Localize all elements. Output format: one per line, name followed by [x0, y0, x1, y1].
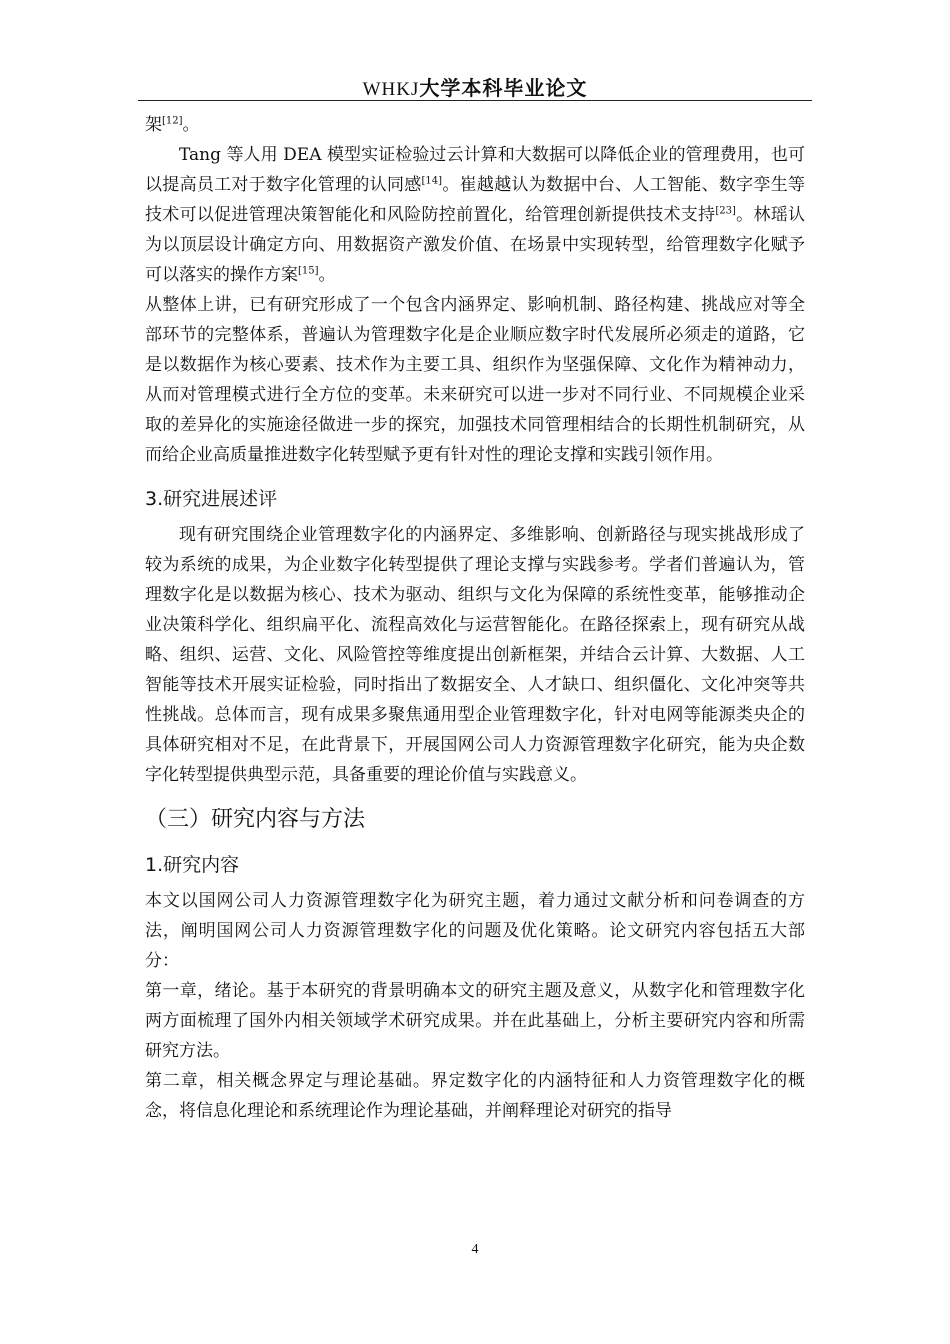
citation: [12]	[162, 115, 183, 127]
citation: [15]	[298, 265, 319, 277]
paragraph-literature	[145, 140, 805, 290]
header-title-line	[363, 76, 588, 100]
paragraph-continuation	[145, 110, 805, 140]
citation: [14]	[421, 175, 443, 187]
paragraph-text: 。	[318, 265, 336, 285]
heading-research-review: 3.研究进展述评	[145, 488, 278, 510]
paragraph-text: 。	[182, 115, 200, 135]
paragraph-text: 。林瑶认为以顶层设计确定方向、用数据资产激发价值、在场景中实现转型，给管理数字化赋予可以落实的操作方案	[145, 205, 806, 285]
heading-research-content: 1.研究内容	[145, 854, 240, 876]
heading-section-content-methods: （三）研究内容与方法	[145, 807, 366, 832]
running-header	[138, 72, 812, 100]
header-divider	[138, 100, 812, 101]
document-body	[145, 110, 805, 1126]
paragraph-content-intro: 本文以国网公司人力资源管理数字化为研究主题，着力通过文献分析和问卷调查的方法，阐明国网公司人力资源管理数字化的问题及优化策略。论文研究内容包括五大部分：	[145, 891, 805, 971]
paragraph-chapter-one: 第一章，绪论。基于本研究的背景明确本文的研究主题及意义，从数字化和管理数字化两方面梳理了国外内相关领域学术研究成果。并在此基础上，分析主要研究内容和所需研究方法。	[145, 981, 805, 1061]
paragraph-summary: 从整体上讲，已有研究形成了一个包含内涵界定、影响机制、路径构建、挑战应对等全部环节的完整体系，普遍认为管理数字化是企业顺应数字时代发展所必须走的道路，它是以数据作为核心要素、技术作为主要工具、组织作为坚强保障、文化作为精神动力，从而对管理模式进行全方位的变革。未来研究可以进一步对不同行业、不同规模企业采取的差异化的实施途径做进一步的探究，加强技术同管理相结合的长期性机制研究，从而给企业高质量推进数字化转型赋予更有针对性的理论支撑和实践引领作用。	[145, 295, 805, 465]
header-title: 大学本科毕业论文	[419, 76, 588, 100]
citation: [23]	[715, 205, 736, 217]
paragraph-text: Tang 等人用 DEA 模型实证检验过云计算和大数据可以降低企业的管理费用，也可以提高员工对于数字化管理的认同感	[145, 145, 805, 195]
paragraph-text: 。崔越越认为数据中台、人工智能、数字孪生等技术可以促进管理决策智能化和风险防控前置化，给管理创新提供技术支持	[145, 175, 806, 225]
paragraph-review: 现有研究围绕企业管理数字化的内涵界定、多维影响、创新路径与现实挑战形成了较为系统的成果，为企业数字化转型提供了理论支撑与实践参考。学者们普遍认为，管理数字化是以数据为核心、技术为驱动、组织与文化为保障的系统性变革，能够推动企业决策科学化、组织扁平化、流程高效化与运营智能化。在路径探索上，现有研究从战略、组织、运营、文化、风险管控等维度提出创新框架，并结合云计算、大数据、人工智能等技术开展实证检验，同时指出了数据安全、人才缺口、组织僵化、文化冲突等共性挑战。总体而言，现有成果多聚焦通用型企业管理数字化，针对电网等能源类央企的具体研究相对不足，在此背景下，开展国网公司人力资源管理数字化研究，能为央企数字化转型提供典型示范，具备重要的理论价值与实践意义。	[145, 525, 805, 785]
page-number: 4	[471, 1242, 479, 1257]
paragraph-text: 架	[145, 115, 162, 135]
paragraph-chapter-two: 第二章，相关概念界定与理论基础。界定数字化的内涵特征和人力资管理数字化的概念，将信息化理论和系统理论作为理论基础，并阐释理论对研究的指导	[145, 1071, 805, 1121]
header-prefix: WHKJ	[362, 79, 420, 100]
